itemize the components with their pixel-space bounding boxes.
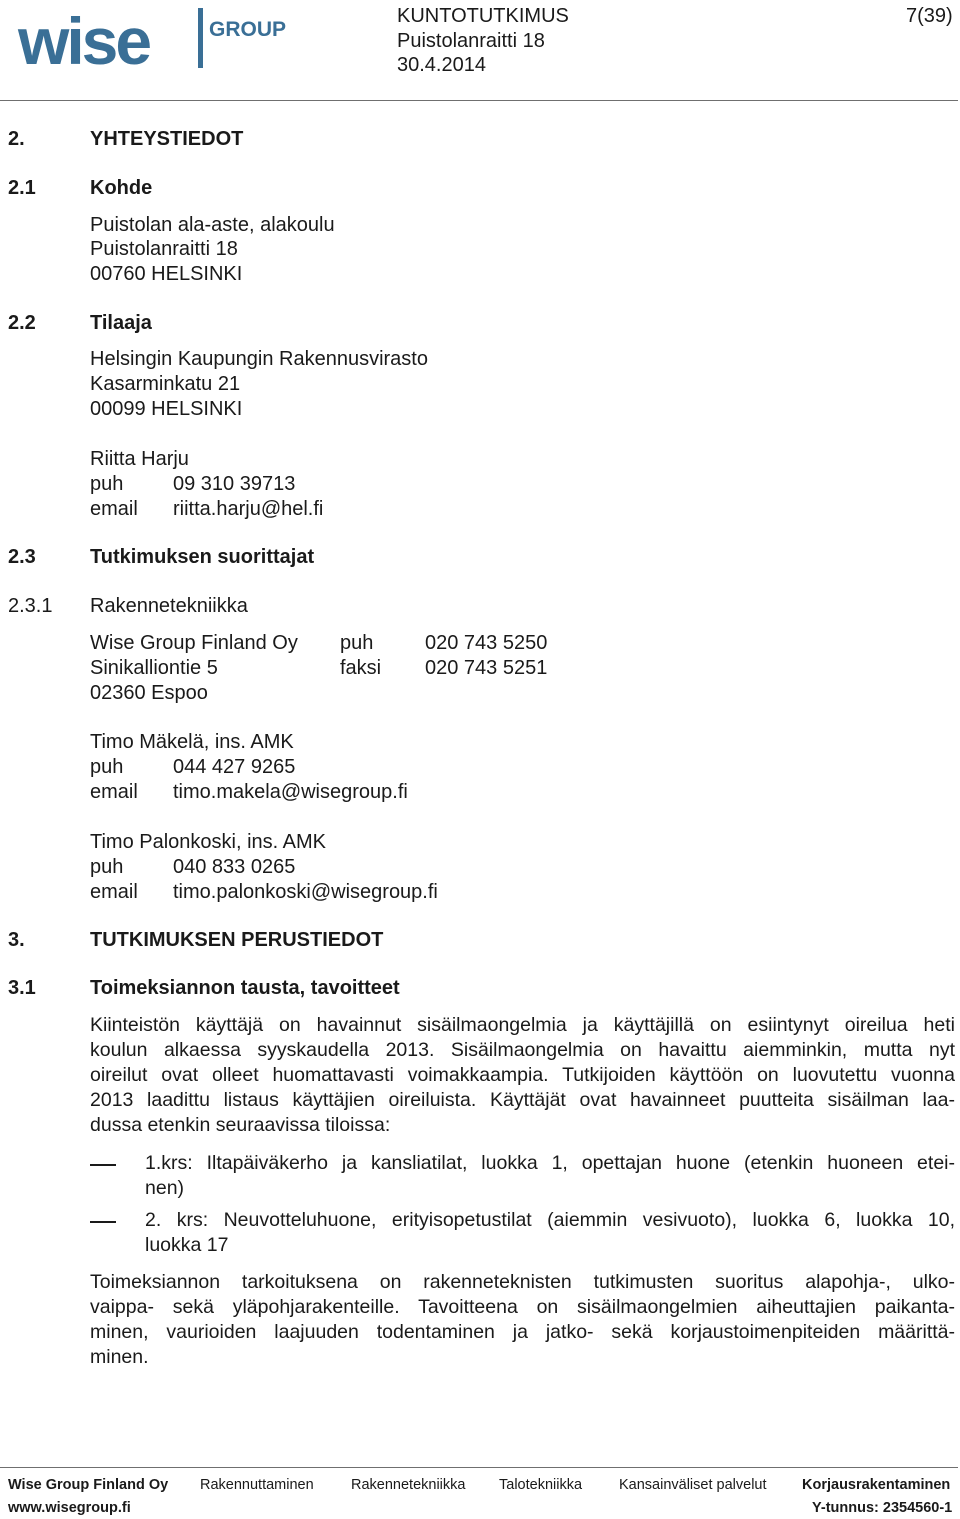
address-line: Kasarminkatu 21 xyxy=(90,373,241,395)
email-label: email xyxy=(90,881,138,903)
svg-text:GROUP: GROUP xyxy=(209,18,287,41)
subsection-number: 2.1 xyxy=(8,177,36,199)
email-label: email xyxy=(90,498,138,520)
bullet-line: luokka 17 xyxy=(145,1234,229,1256)
subsubsection-number: 2.3.1 xyxy=(8,595,53,617)
subsection-title: Tutkimuksen suorittajat xyxy=(90,546,315,568)
footer-service: Talotekniikka xyxy=(499,1477,583,1493)
phone-label: puh xyxy=(340,632,374,654)
email-value[interactable]: timo.palonkoski@wisegroup.fi xyxy=(173,881,438,903)
fax-value: 020 743 5251 xyxy=(425,657,548,679)
paragraph xyxy=(90,1013,955,1138)
address-line: 00099 HELSINKI xyxy=(90,398,243,420)
phone-value: 040 833 0265 xyxy=(173,856,296,878)
bullet-item xyxy=(145,1151,955,1201)
bullet-line: 1.krs: Iltapäiväkerho ja kansliatilat, luokka 1, opettajan huone (etenkin huoneen etei- xyxy=(145,1152,955,1174)
address-line: 00760 HELSINKI xyxy=(90,263,243,285)
paragraph-line: Toimeksiannon tarkoituksena on rakenneteknisten tutkimusten suoritus alapohja-, ulko- xyxy=(90,1271,955,1293)
bullet-line: 2. krs: Neuvotteluhuone, erityisopetustilat (aiemmin vesivuoto), luokka 6, luokka 10, xyxy=(145,1209,955,1231)
bullet-dash xyxy=(90,1164,116,1166)
subsection-title: Kohde xyxy=(90,177,153,199)
company-logo xyxy=(18,4,287,78)
street-address: Sinikalliontie 5 xyxy=(90,657,218,679)
contact-name: Timo Palonkoski, ins. AMK xyxy=(90,831,327,853)
bullet-dash xyxy=(90,1221,116,1223)
footer-service: Kansainväliset palvelut xyxy=(619,1477,767,1493)
fax-label: faksi xyxy=(340,657,382,679)
phone-value: 044 427 9265 xyxy=(173,756,296,778)
phone-value: 020 743 5250 xyxy=(425,632,548,654)
section-number: 2. xyxy=(8,128,25,150)
paragraph-line: vaippa- sekä yläpohjarakenteille. Tavoitteena on sisäilmaongelmien aiheuttajien paikanta- xyxy=(90,1296,955,1318)
bullet-item xyxy=(145,1208,955,1258)
bullet-line: nen) xyxy=(145,1177,185,1199)
subsection-title: Toimeksiannon tausta, tavoitteet xyxy=(90,977,400,999)
address-line: Helsingin Kaupungin Rakennusvirasto xyxy=(90,348,428,370)
doc-type: KUNTOTUTKIMUS xyxy=(397,5,569,27)
paragraph-line: 2013 laadittu listaus käyttäjien oireiluista. Käyttäjät ovat havainneet puutteita sisäilman laa- xyxy=(90,1089,955,1111)
footer-service: Rakennuttaminen xyxy=(200,1477,314,1493)
footer-website[interactable]: www.wisegroup.fi xyxy=(8,1500,131,1516)
phone-value: 09 310 39713 xyxy=(173,473,296,495)
contact-name: Timo Mäkelä, ins. AMK xyxy=(90,731,294,753)
paragraph-line: koulun alkaessa syyskaudella 2013. Sisäilmaongelmia on havaittu aiemminkin, mutta nyt xyxy=(90,1039,955,1061)
phone-label: puh xyxy=(90,473,124,495)
company-name: Wise Group Finland Oy xyxy=(90,632,298,654)
address-line: Puistolanraitti 18 xyxy=(90,238,238,260)
subsection-number: 2.3 xyxy=(8,546,36,568)
footer-service: Korjausrakentaminen xyxy=(802,1477,951,1493)
footer-business-id: Y-tunnus: 2354560-1 xyxy=(812,1500,953,1516)
phone-label: puh xyxy=(90,756,124,778)
section-title: YHTEYSTIEDOT xyxy=(90,128,244,150)
paragraph-line: minen, vaurioiden laajuuden todentaminen ja jatko- sekä korjaustoimenpiteiden määrittä- xyxy=(90,1321,955,1343)
email-label: email xyxy=(90,781,138,803)
paragraph-line: Kiinteistön käyttäjä on havainnut sisäilmaongelmia ja käyttäjillä on esiintynyt oireilua heti xyxy=(90,1014,955,1036)
paragraph-line: minen. xyxy=(90,1346,149,1368)
subsection-number: 3.1 xyxy=(8,977,36,999)
page-number: 7(39) xyxy=(906,5,953,27)
footer-company: Wise Group Finland Oy xyxy=(8,1477,169,1493)
subsection-title: Tilaaja xyxy=(90,312,152,334)
footer-service: Rakennetekniikka xyxy=(351,1477,466,1493)
subsubsection-title: Rakennetekniikka xyxy=(90,595,248,617)
section-title: TUTKIMUKSEN PERUSTIEDOT xyxy=(90,929,384,951)
subsection-number: 2.2 xyxy=(8,312,36,334)
paragraph-line: oireilut ovat olleet huomattavasti voimakkaampia. Tutkijoiden käyttöön on luovutettu vuonna xyxy=(90,1064,955,1086)
paragraph xyxy=(90,1270,955,1370)
email-value[interactable]: riitta.harju@hel.fi xyxy=(173,498,324,520)
phone-label: puh xyxy=(90,856,124,878)
paragraph-line: dussa etenkin seuraavissa tiloissa: xyxy=(90,1114,391,1136)
contact-name: Riitta Harju xyxy=(90,448,189,470)
header-date: 30.4.2014 xyxy=(397,54,486,76)
section-number: 3. xyxy=(8,929,25,951)
email-value[interactable]: timo.makela@wisegroup.fi xyxy=(173,781,408,803)
address-line: Puistolan ala-aste, alakoulu xyxy=(90,214,335,236)
header-divider xyxy=(0,100,958,101)
svg-text:wise: wise xyxy=(18,4,150,78)
header-address: Puistolanraitti 18 xyxy=(397,30,545,52)
city: 02360 Espoo xyxy=(90,682,208,704)
footer-divider xyxy=(0,1467,958,1468)
